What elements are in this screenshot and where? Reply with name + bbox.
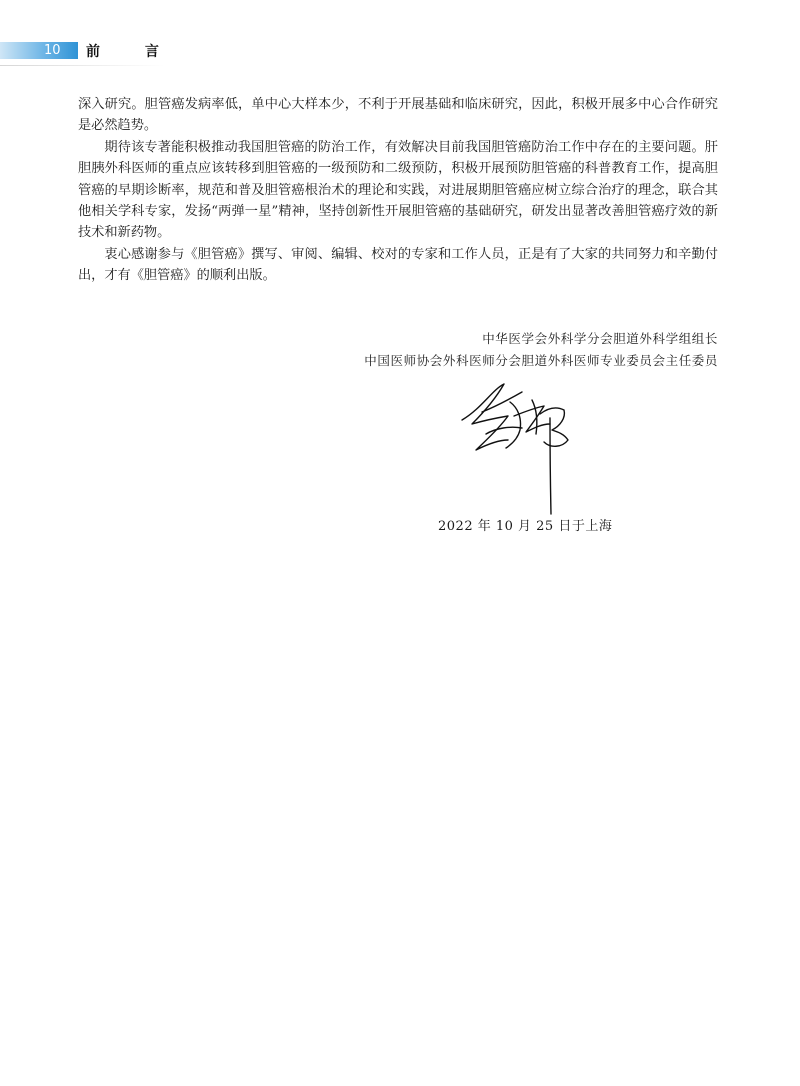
paragraph: 期待该专著能积极推动我国胆管癌的防治工作，有效解决目前我国胆管癌防治工作中存在的主要问题。肝胆胰外科医师的重点应该转移到胆管癌的一级预防和二级预防，积极开展预防胆管癌的科普教育工作，提高胆管癌的早期诊断率，规范和普及胆管癌根治术的理论和实践，对进展期胆管癌应树立综合治疗的理念，联合其他相关学科专家，发扬“两弹一星”精神，坚持创新性开展胆管癌的基础研究，研发出显著改善胆管癌疗效的新技术和新药物。 xyxy=(78,139,718,241)
author-titles xyxy=(330,328,718,372)
paragraph: 衷心感谢参与《胆管癌》撰写、审阅、编辑、校对的专家和工作人员，正是有了大家的共同努力和辛勤付出，才有《胆管癌》的顺利出版。 xyxy=(78,246,718,284)
section-title: 前 言 xyxy=(86,44,179,60)
paragraph-continuation: 深入研究。胆管癌发病率低，单中心大样本少，不利于开展基础和临床研究，因此，积极开展多中心合作研究是必然趋势。 xyxy=(78,97,718,134)
page-header xyxy=(0,38,800,68)
handwritten-signature-icon xyxy=(452,378,582,518)
header-divider xyxy=(0,65,165,66)
author-title-line: 中国医师协会外科医师分会胆道外科医师专业委员会主任委员 xyxy=(364,353,718,368)
signing-date: 2022 年 10 月 25 日于上海 xyxy=(438,519,613,534)
page-number: 10 xyxy=(44,43,61,58)
preface-body xyxy=(78,94,718,287)
author-title-line: 中华医学会外科学分会胆道外科学组组长 xyxy=(482,331,718,346)
